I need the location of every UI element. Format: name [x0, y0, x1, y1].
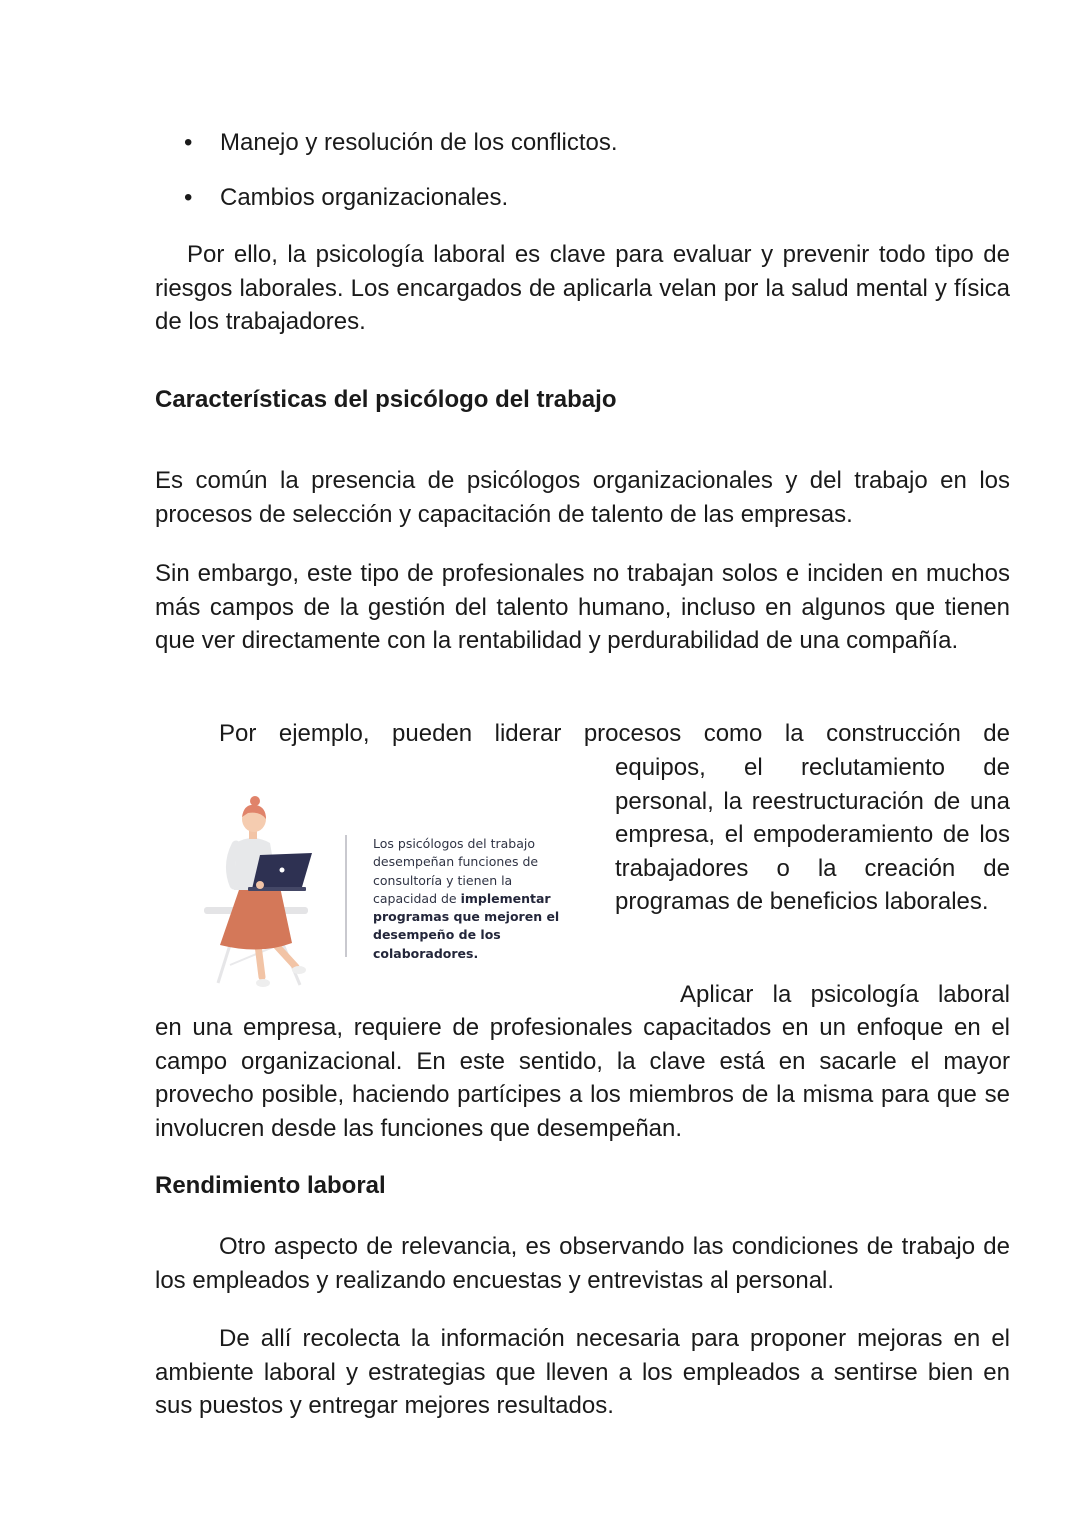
- caption-plain-text: Los psicólogos del trabajo desempeñan funciones de consultoría y tienen la capacidad de: [373, 836, 539, 906]
- paragraph-apply-rest: en una empresa, requiere de profesionales capacitados en un enfoque en el campo organizacional. En este sentido, la clave está en sacarle el mayor provecho posible, haciendo partícipes a los miembros de la misma para que se involucren desde las funciones que desempeñan.: [155, 1014, 1010, 1142]
- paragraph-from-there: De allí recolecta la información necesaria para proponer mejoras en el ambiente laboral y estrategias que lleven a los empleados a sentirse bien en sus puestos y entregar mejores resultados.: [155, 1325, 1010, 1420]
- bullet-icon: •: [184, 184, 193, 211]
- bullet-icon: •: [184, 129, 193, 156]
- paragraph-example-first-line: Por ejemplo, pueden liderar procesos como la construcción de: [219, 720, 1010, 747]
- section-heading-characteristics: Características del psicólogo del trabajo: [155, 386, 617, 413]
- figure-psychologist: [200, 795, 600, 1000]
- caption-divider: [345, 835, 347, 957]
- paragraph-example-rest: equipos, el reclutamiento de personal, la reestructuración de una empresa, el empoderamiento de los trabajadores o la creación de programas de beneficios laborales.: [615, 754, 1010, 916]
- caption-bold-text: implementar programas que mejoren el desempeño de los colaboradores.: [373, 890, 560, 961]
- paragraph-common: Es común la presencia de psicólogos organizacionales y del trabajo en los procesos de selección y capacitación de talento de las empresas.: [155, 467, 1010, 528]
- paragraph-however: Sin embargo, este tipo de profesionales no trabajan solos e inciden en muchos más campos de la gestión del talento humano, incluso en algunos que tienen que ver directamente con la rentabilidad y perdurabilidad de una compañía.: [155, 560, 1010, 655]
- bullet-item: [184, 181, 1014, 215]
- paragraph-apply-first-line: Aplicar la psicología laboral: [680, 981, 1010, 1008]
- section-heading-performance: Rendimiento laboral: [155, 1172, 386, 1199]
- bullet-text: Cambios organizacionales.: [220, 184, 509, 211]
- bullet-text: Manejo y resolución de los conflictos.: [220, 129, 618, 156]
- bullet-item: [184, 126, 1014, 160]
- figure-caption: [373, 835, 573, 963]
- paragraph-intro: Por ello, la psicología laboral es clave para evaluar y prevenir todo tipo de riesgos laborales. Los encargados de aplicarla velan por la salud mental y física de los trabajadores.: [155, 241, 1010, 336]
- paragraph-other-aspect: Otro aspecto de relevancia, es observando las condiciones de trabajo de los empleados y realizando encuestas y entrevistas al personal.: [155, 1233, 1010, 1294]
- woman-with-laptop-illustration: [200, 795, 345, 1000]
